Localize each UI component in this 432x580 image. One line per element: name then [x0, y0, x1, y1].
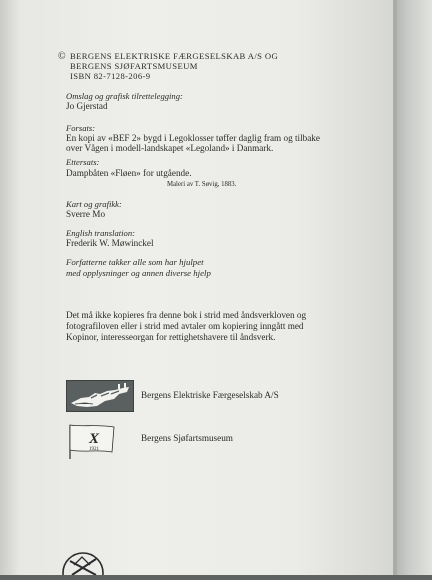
- logo-label-museum: Bergens Sjøfartsmuseum: [141, 433, 233, 443]
- back-endpaper-line-1: Dampbåten «Fløen» for utgående.: [66, 168, 192, 178]
- page-edge: [393, 0, 397, 575]
- cover-design-name: Jo Gjerstad: [66, 101, 108, 111]
- maps-label: Kart og grafikk:: [66, 199, 122, 209]
- cover-design-label: Omslag og grafisk tilrettelegging:: [66, 91, 183, 101]
- translation-name: Frederik W. Møwinckel: [66, 238, 154, 248]
- isbn: ISBN 82-7128-206-9: [70, 71, 151, 81]
- translation-label: English translation:: [66, 228, 135, 238]
- thanks-line-2: med opplysninger og annen diverse hjelp: [66, 268, 211, 278]
- museum-flag-icon: [66, 423, 116, 464]
- background-surface: [392, 0, 432, 575]
- flag-letter: X: [88, 431, 100, 447]
- maps-name: Sverre Mo: [66, 209, 106, 219]
- copyright-line-2: BERGENS SJØFARTSMUSEUM: [70, 61, 198, 71]
- front-endpaper-line-2: over Vågen i modell-landskapet «Legoland» i Danmark.: [66, 143, 274, 153]
- front-endpaper-line-1: En kopi av «BEF 2» bygd i Legoklosser tøffer daglig fram og tilbake: [66, 133, 320, 143]
- legal-line-3: Kopinor, interesseorgan for rettighetshavere til åndsverk.: [66, 332, 276, 342]
- painting-credit: Maleri av T. Søvig, 1883.: [167, 181, 237, 188]
- flag-year: 1921: [89, 447, 99, 452]
- logo-label-ferry-company: Bergens Elektriske Færgeselskab A/S: [141, 390, 279, 400]
- front-endpaper-label: Forsats:: [66, 123, 96, 133]
- back-endpaper-label: Ettersats:: [66, 157, 100, 167]
- legal-line-2: fotografiloven eller i strid med avtaler om kopiering inngått med: [66, 321, 304, 331]
- ship-logo-icon: [66, 380, 134, 412]
- copyright-symbol: ©: [58, 51, 66, 62]
- thanks-line-1: Forfatterne takker alle som har hjulpet: [66, 257, 204, 267]
- legal-line-1: Det må ikke kopieres fra denne bok i strid med åndsverkloven og: [66, 310, 307, 320]
- gutter-shadow: [0, 0, 20, 575]
- copyright-line-1: BERGENS ELEKTRISKE FÆRGESELSKAB A/S OG: [70, 51, 279, 61]
